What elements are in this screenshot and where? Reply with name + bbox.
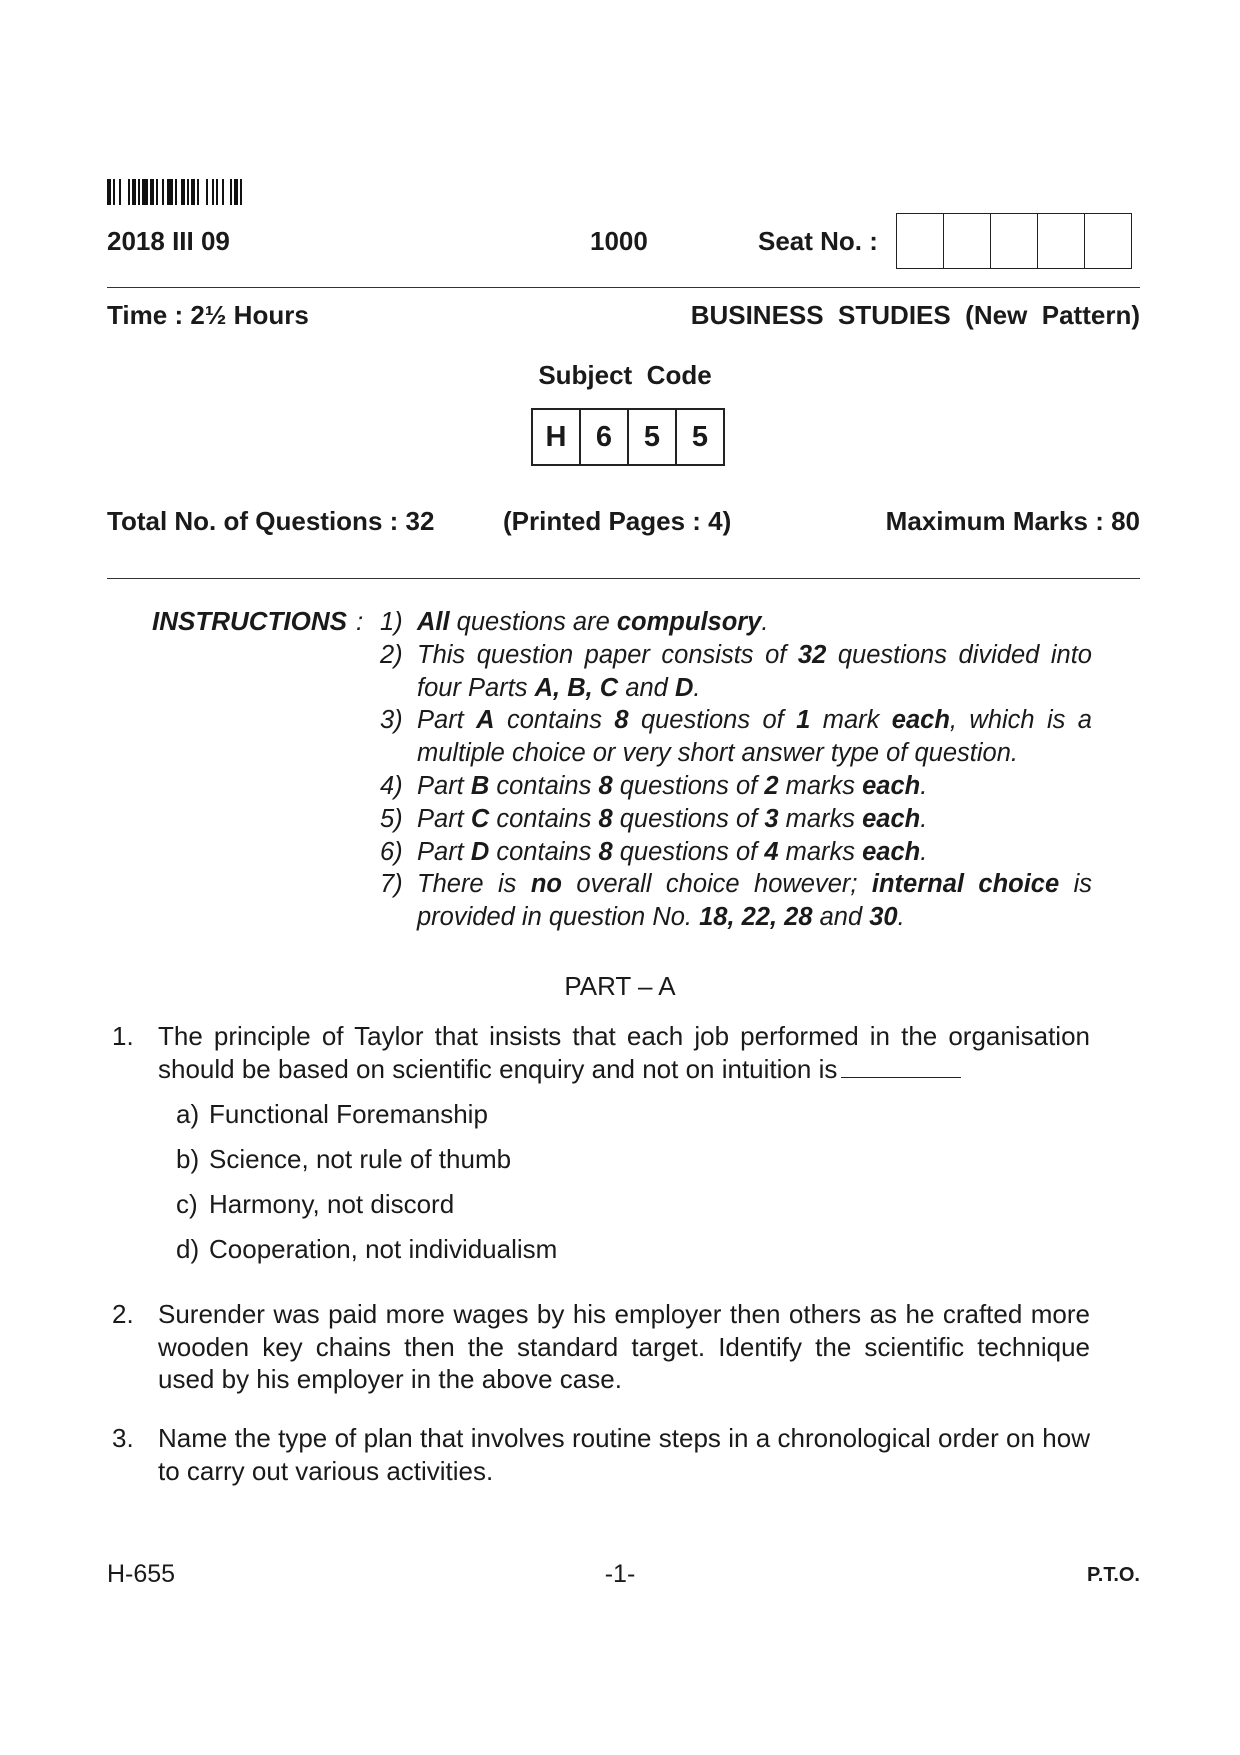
part-a-heading: PART – A [564, 971, 676, 1001]
barcode [107, 179, 247, 205]
option-text: Science, not rule of thumb [209, 1144, 512, 1174]
candidate-count: 1000 [590, 226, 648, 256]
instruction-item [380, 704, 1092, 770]
seat-box[interactable] [944, 214, 991, 268]
maximum-marks: Maximum Marks : 80 [885, 506, 1140, 536]
divider [107, 287, 1140, 288]
footer-paper-code: H-655 [107, 1560, 176, 1588]
instruction-item [380, 836, 1092, 869]
option-b [176, 1144, 511, 1175]
instruction-number: 3) [380, 706, 403, 735]
option-text: Cooperation, not individualism [209, 1234, 558, 1264]
option-c [176, 1189, 454, 1220]
instruction-text: Part B contains 8 questions of 2 marks each. [417, 771, 928, 800]
time-allowed: Time : 2½ Hours [107, 300, 309, 330]
seat-box[interactable] [1085, 214, 1131, 268]
instruction-item [380, 803, 1092, 836]
instruction-item [380, 868, 1092, 934]
question-3 [112, 1422, 1090, 1487]
instructions-colon: : [356, 606, 364, 636]
question-text: Name the type of plan that involves routine steps in a chronological order on how to carry out various activities. [158, 1423, 1090, 1486]
code-char: H [533, 410, 581, 464]
option-text: Functional Foremanship [209, 1099, 488, 1129]
instruction-number: 6) [380, 837, 403, 866]
question-text: Surender was paid more wages by his employer then others as he crafted more wooden key chains then the standard target. Identify the scientific technique used by his employer in the above case. [158, 1299, 1090, 1394]
option-label: d) [176, 1234, 200, 1264]
instruction-number: 1) [380, 608, 403, 636]
instruction-number: 7) [380, 870, 403, 899]
question-1 [112, 1020, 1090, 1085]
instruction-number: 4) [380, 771, 403, 800]
option-d [176, 1234, 557, 1265]
instructions-list [380, 606, 1092, 934]
subject-code-boxes [531, 408, 725, 466]
instruction-text: Part D contains 8 questions of 4 marks each. [417, 837, 928, 866]
please-turn-over: P.T.O. [1087, 1564, 1140, 1586]
instruction-item [380, 770, 1092, 803]
option-label: a) [176, 1099, 200, 1129]
option-label: b) [176, 1144, 200, 1174]
instructions-label: INSTRUCTIONS [152, 606, 347, 636]
question-number: 2. [112, 1299, 134, 1329]
subject-title: BUSINESS STUDIES (New Pattern) [690, 300, 1140, 330]
answer-blank [841, 1055, 961, 1078]
instruction-item [380, 606, 1092, 639]
code-char: 5 [691, 420, 709, 453]
seat-label: Seat No. : [758, 226, 878, 256]
instruction-number: 5) [380, 804, 403, 833]
total-questions: Total No. of Questions : 32 [107, 506, 435, 536]
paper-code: 2018 III 09 [107, 226, 230, 256]
question-2 [112, 1298, 1090, 1396]
instruction-text: Part A contains 8 questions of 1 mark each, which is a multiple choice or very short answer type of question. [417, 706, 1092, 768]
option-label: c) [176, 1189, 198, 1219]
instruction-number: 2) [380, 640, 403, 669]
seat-number-boxes[interactable] [896, 213, 1132, 269]
option-a [176, 1099, 488, 1130]
question-number: 1. [112, 1021, 134, 1051]
instruction-text: There is no overall choice however; internal choice is provided in question No. 18, 22, 28 and 30. [417, 870, 1093, 932]
question-number: 3. [112, 1423, 134, 1453]
subject-code-label: Subject Code [538, 360, 712, 390]
instruction-text: This question paper consists of 32 questions divided into four Parts A, B, C and D. [417, 640, 1092, 702]
instruction-item [380, 639, 1092, 705]
seat-box[interactable] [897, 214, 944, 268]
question-text [158, 1020, 1090, 1085]
code-char: 5 [629, 410, 677, 464]
seat-box[interactable] [1038, 214, 1085, 268]
page-number: -1- [604, 1560, 636, 1588]
instruction-text: Part C contains 8 questions of 3 marks each. [417, 804, 928, 833]
seat-box[interactable] [991, 214, 1038, 268]
divider [107, 578, 1140, 579]
printed-pages: (Printed Pages : 4) [503, 506, 732, 536]
code-char: 6 [581, 410, 629, 464]
option-text: Harmony, not discord [209, 1189, 455, 1219]
instruction-text: All questions are compulsory. [417, 608, 769, 636]
question-1-text: The principle of Taylor that insists that each job performed in the organisation should be based on scientific enquiry and not on intuition is [158, 1021, 1090, 1084]
